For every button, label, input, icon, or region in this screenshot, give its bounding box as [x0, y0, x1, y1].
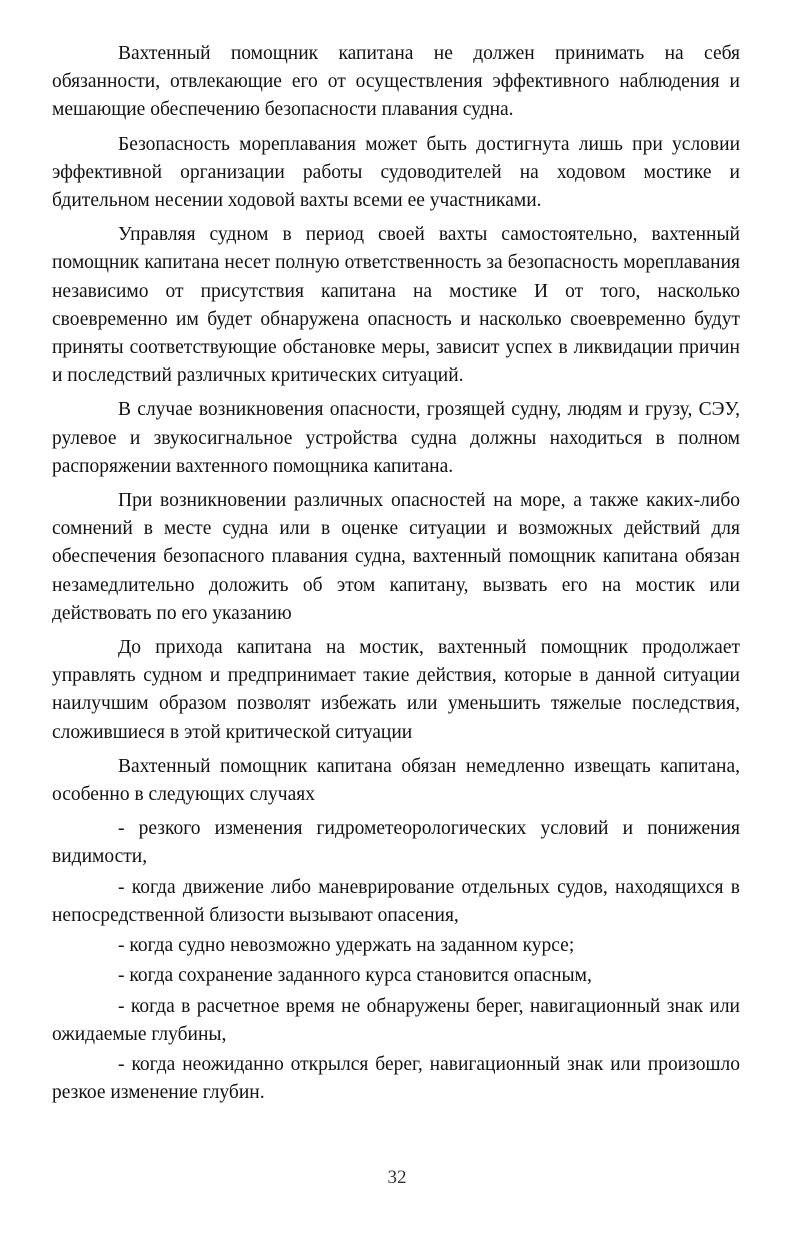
paragraph-before-captain-arrives: До прихода капитана на мостик, вахтенный помощник продолжает управлять судном и предпринимает такие действия, которые в данной ситуации наилучшим образом позволят избежать или уменьшить тяжелые последствия, сложившиеся в этой критической ситуации	[52, 637, 740, 743]
paragraph-watch-responsibility: Управляя судном в период своей вахты самостоятельно, вахтенный помощник капитана несет полную ответственность за безопасность мореплавания независимо от присутствия капитана на мостике И от того, насколько своевременно им будет обнаружена опасность и насколько своевременно будут приняты соответствующие обстановке меры, зависит успех в ликвидации причин и последствий различных критических ситуаций.	[52, 224, 740, 387]
document-page	[52, 40, 740, 1109]
list-item: - когда сохранение заданного курса становится опасным,	[118, 965, 592, 987]
paragraph-notify-cases-intro: Вахтенный помощник капитана обязан немедленно извещать капитана, особенно в следующих случаях	[52, 755, 740, 806]
page-number: 32	[387, 1167, 407, 1188]
list-item: - когда в расчетное время не обнаружены берег, навигационный знак или ожидаемые глубины,	[52, 995, 740, 1045]
list-item: - когда неожиданно открылся берег, навигационный знак или произошло резкое изменение глубин.	[52, 1053, 740, 1104]
paragraph-watch-officer-duties: Вахтенный помощник капитана не должен принимать на себя обязанности, отвлекающие его от осуществления эффективного наблюдения и мешающие обеспечению безопасности плавания судна.	[52, 43, 740, 121]
list-item: - когда судно невозможно удержать на заданном курсе;	[118, 935, 575, 957]
paragraph-report-to-captain: При возникновении различных опасностей на море, а также каких-либо сомнений в месте судна или в оценке ситуации и возможных действий для обеспечения безопасного плавания судна, вахтенный помощник капитана обязан незамедлительно доложить об этом капитану, вызвать его на мостик или действовать по его указанию	[52, 490, 740, 624]
list-item: - когда движение либо маневрирование отдельных судов, находящихся в непосредственной близости вызывают опасения,	[52, 876, 740, 926]
list-item: - резкого изменения гидрометеорологических условий и понижения видимости,	[52, 818, 740, 868]
notify-cases-list	[52, 815, 740, 1107]
paragraph-navigation-safety: Безопасность мореплавания может быть достигнута лишь при условии эффективной организации работы судоводителей на ходовом мостике и бдительном несении ходовой вахты всеми ее участниками.	[52, 133, 740, 212]
paragraph-danger-control: В случае возникновения опасности, грозящей судну, людям и грузу, СЭУ, рулевое и звукосигнальное устройства судна должны находиться в полном распоряжении вахтенного помощника капитана.	[52, 399, 740, 477]
